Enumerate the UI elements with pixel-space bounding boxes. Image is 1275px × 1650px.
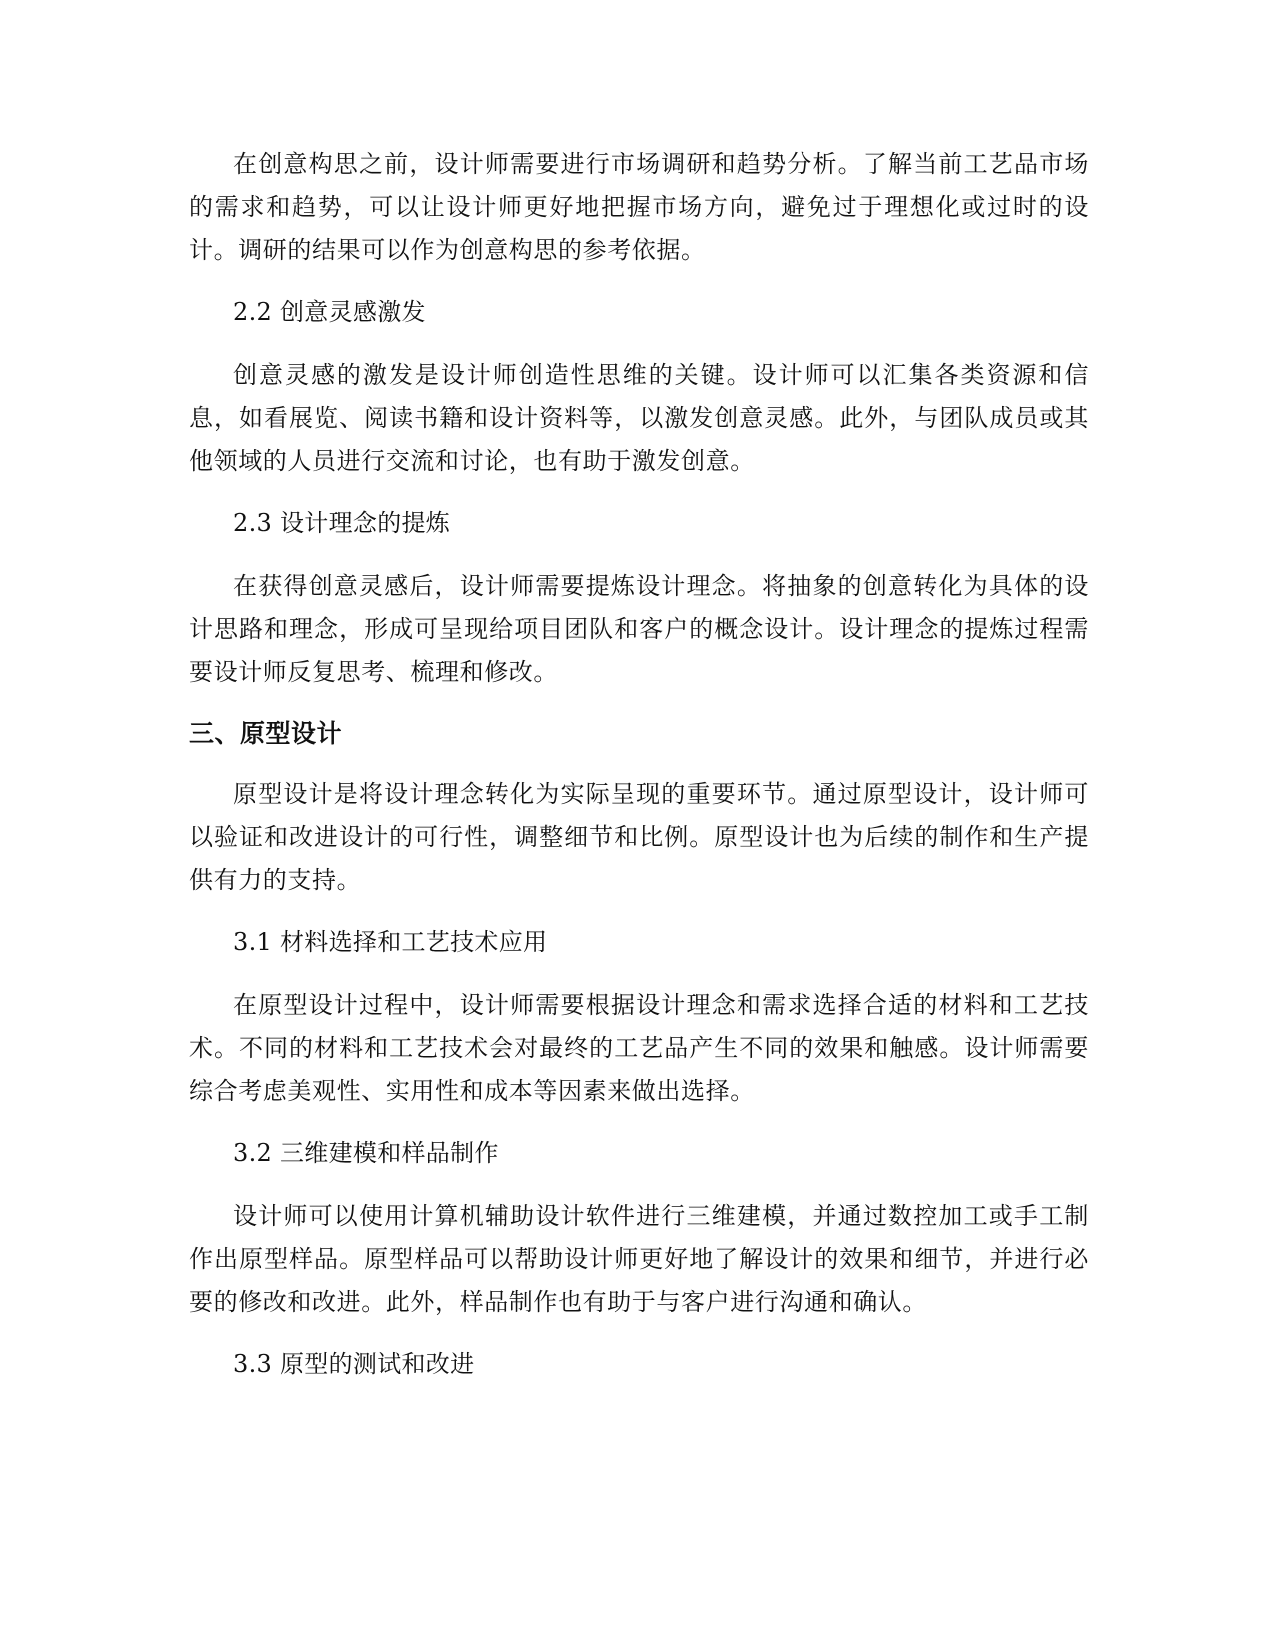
paragraph-materials: 在原型设计过程中，设计师需要根据设计理念和需求选择合适的材料和工艺技术。不同的材料和工艺技术会对最终的工艺品产生不同的效果和触感。设计师需要综合考虑美观性、实用性和成本等因素来做出选择。 — [189, 991, 1089, 1105]
subheading-2-2: 2.2 创意灵感激发 — [233, 298, 426, 326]
document-body — [189, 143, 1089, 1406]
section-heading-3: 三、原型设计 — [189, 719, 343, 748]
subheading-3-3: 3.3 原型的测试和改进 — [233, 1350, 475, 1378]
subheading-3-2: 3.2 三维建模和样品制作 — [233, 1139, 499, 1167]
paragraph-prototype-intro: 原型设计是将设计理念转化为实际呈现的重要环节。通过原型设计，设计师可以验证和改进设计的可行性，调整细节和比例。原型设计也为后续的制作和生产提供有力的支持。 — [189, 780, 1089, 894]
paragraph-design-concept: 在获得创意灵感后，设计师需要提炼设计理念。将抽象的创意转化为具体的设计思路和理念，形成可呈现给项目团队和客户的概念设计。设计理念的提炼过程需要设计师反复思考、梳理和修改。 — [189, 572, 1089, 686]
paragraph-inspiration: 创意灵感的激发是设计师创造性思维的关键。设计师可以汇集各类资源和信息，如看展览、阅读书籍和设计资料等，以激发创意灵感。此外，与团队成员或其他领域的人员进行交流和讨论，也有助于激发创意。 — [189, 361, 1089, 475]
paragraph-market-research: 在创意构思之前，设计师需要进行市场调研和趋势分析。了解当前工艺品市场的需求和趋势，可以让设计师更好地把握市场方向，避免过于理想化或过时的设计。调研的结果可以作为创意构思的参考依据。 — [189, 150, 1089, 264]
subheading-2-3: 2.3 设计理念的提炼 — [233, 509, 451, 537]
paragraph-3d-modeling: 设计师可以使用计算机辅助设计软件进行三维建模，并通过数控加工或手工制作出原型样品。原型样品可以帮助设计师更好地了解设计的效果和细节，并进行必要的修改和改进。此外，样品制作也有助于与客户进行沟通和确认。 — [189, 1202, 1089, 1316]
subheading-3-1: 3.1 材料选择和工艺技术应用 — [233, 928, 548, 956]
